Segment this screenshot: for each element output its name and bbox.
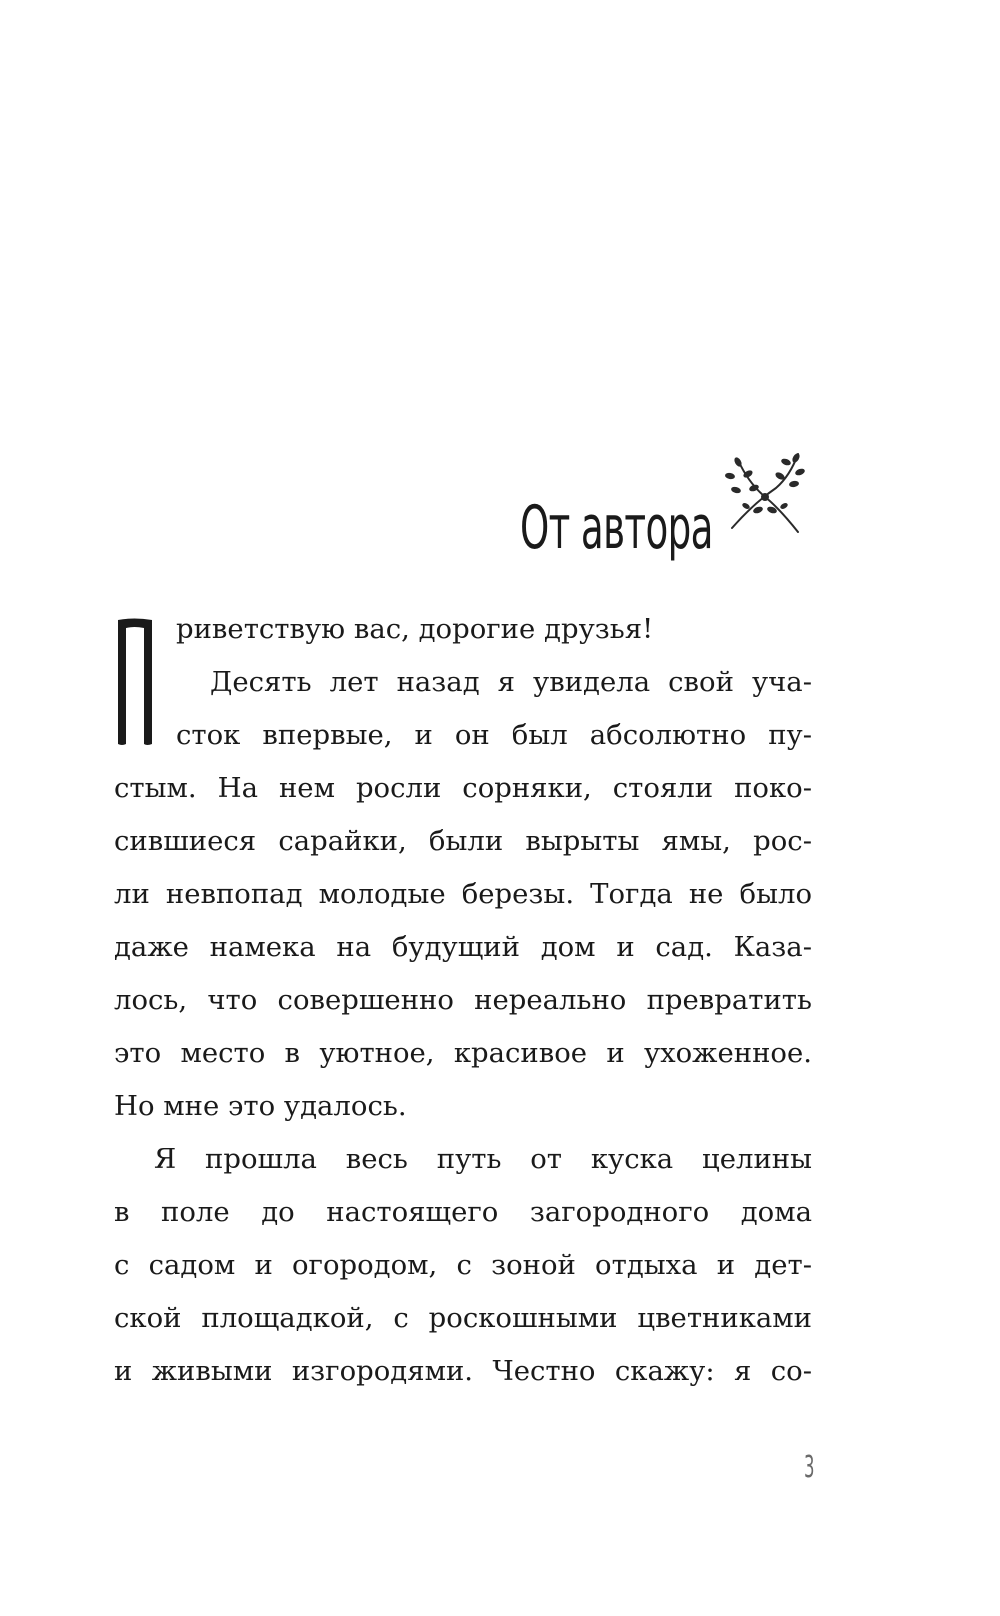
text-line: Но мне это удалось.: [114, 1090, 407, 1122]
leafy-sprig-icon: [724, 448, 806, 538]
text-line: Десять лет назад я увидела свой уча-: [210, 666, 812, 698]
body-text: [114, 603, 812, 1398]
chapter-title: От автора: [520, 493, 713, 563]
text-line: стым. На нем росли сорняки, стояли поко-: [114, 772, 812, 804]
text-line: с садом и огородом, с зоной отдыха и дет-: [114, 1249, 812, 1281]
text-line: Я прошла весь путь от куска целины: [154, 1143, 812, 1175]
text-line: в поле до настоящего загородного дома: [114, 1196, 812, 1228]
text-line: даже намека на будущий дом и сад. Каза-: [114, 931, 812, 963]
text-line: риветствую вас, дорогие друзья!: [176, 613, 654, 645]
text-line: ской площадкой, с роскошными цветниками: [114, 1302, 812, 1334]
page-number: 3: [804, 1450, 815, 1485]
text-line: это место в уютное, красивое и ухоженное.: [114, 1037, 812, 1069]
text-line: сившиеся сарайки, были вырыты ямы, рос-: [114, 825, 812, 857]
text-line: сток впервые, и он был абсолютно пу-: [176, 719, 812, 751]
text-line: лось, что совершенно нереально превратить: [114, 984, 812, 1016]
text-line: ли невпопад молодые березы. Тогда не было: [114, 878, 812, 910]
text-line: и живыми изгородями. Честно скажу: я со-: [114, 1355, 812, 1387]
